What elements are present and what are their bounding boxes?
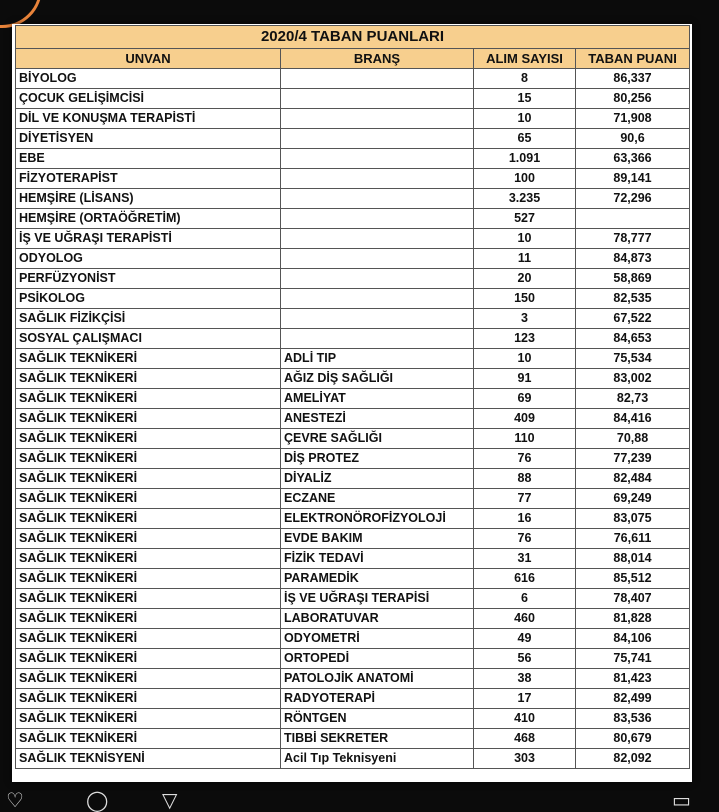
cell-alim-sayisi: 150 — [474, 289, 576, 309]
cell-taban-puani: 89,141 — [576, 169, 690, 189]
cell-alim-sayisi: 3 — [474, 309, 576, 329]
cell-alim-sayisi: 77 — [474, 489, 576, 509]
cell-unvan: DİYETİSYEN — [16, 129, 281, 149]
table-row — [16, 109, 690, 129]
table-row — [16, 729, 690, 749]
cell-taban-puani: 76,611 — [576, 529, 690, 549]
cell-alim-sayisi: 11 — [474, 249, 576, 269]
cell-brans: ORTOPEDİ — [281, 649, 474, 669]
cell-taban-puani: 75,534 — [576, 349, 690, 369]
cell-alim-sayisi: 110 — [474, 429, 576, 449]
cell-unvan: SAĞLIK TEKNİKERİ — [16, 709, 281, 729]
cell-brans: Acil Tıp Teknisyeni — [281, 749, 474, 769]
cell-unvan: SAĞLIK TEKNİKERİ — [16, 629, 281, 649]
header-taban-puani: TABAN PUANI — [576, 49, 690, 69]
comment-icon[interactable]: ◯ — [86, 788, 109, 812]
cell-taban-puani: 90,6 — [576, 129, 690, 149]
header-brans: BRANŞ — [281, 49, 474, 69]
cell-brans — [281, 289, 474, 309]
table-body — [16, 69, 690, 769]
cell-taban-puani: 84,416 — [576, 409, 690, 429]
table-row — [16, 69, 690, 89]
cell-unvan: SAĞLIK TEKNİKERİ — [16, 469, 281, 489]
cell-unvan: DİL VE KONUŞMA TERAPİSTİ — [16, 109, 281, 129]
table-row — [16, 669, 690, 689]
cell-alim-sayisi: 56 — [474, 649, 576, 669]
table-row — [16, 609, 690, 629]
cell-unvan: SAĞLIK TEKNİKERİ — [16, 549, 281, 569]
cell-unvan: SAĞLIK TEKNİKERİ — [16, 369, 281, 389]
header-unvan: UNVAN — [16, 49, 281, 69]
table-row — [16, 229, 690, 249]
header-alim-sayisi: ALIM SAYISI — [474, 49, 576, 69]
cell-unvan: SAĞLIK TEKNİKERİ — [16, 489, 281, 509]
table-row — [16, 569, 690, 589]
cell-brans — [281, 269, 474, 289]
cell-unvan: SAĞLIK TEKNİKERİ — [16, 509, 281, 529]
cell-taban-puani: 81,828 — [576, 609, 690, 629]
cell-alim-sayisi: 10 — [474, 349, 576, 369]
table-row — [16, 489, 690, 509]
cell-taban-puani: 67,522 — [576, 309, 690, 329]
cell-unvan: PERFÜZYONİST — [16, 269, 281, 289]
cell-brans: DİŞ PROTEZ — [281, 449, 474, 469]
cell-taban-puani: 88,014 — [576, 549, 690, 569]
cell-unvan: SAĞLIK TEKNİKERİ — [16, 669, 281, 689]
cell-brans — [281, 149, 474, 169]
cell-brans: TIBBİ SEKRETER — [281, 729, 474, 749]
cell-brans — [281, 109, 474, 129]
cell-alim-sayisi: 38 — [474, 669, 576, 689]
cell-unvan: SAĞLIK TEKNİKERİ — [16, 429, 281, 449]
cell-taban-puani: 82,73 — [576, 389, 690, 409]
cell-alim-sayisi: 123 — [474, 329, 576, 349]
cell-taban-puani: 63,366 — [576, 149, 690, 169]
table-row — [16, 289, 690, 309]
table-row — [16, 209, 690, 229]
cell-unvan: HEMŞİRE (ORTAÖĞRETİM) — [16, 209, 281, 229]
cell-alim-sayisi: 88 — [474, 469, 576, 489]
cell-alim-sayisi: 6 — [474, 589, 576, 609]
table-title-row — [16, 26, 690, 49]
cell-unvan: SAĞLIK TEKNİKERİ — [16, 689, 281, 709]
cell-alim-sayisi: 49 — [474, 629, 576, 649]
table-row — [16, 369, 690, 389]
table-row — [16, 189, 690, 209]
cell-brans — [281, 129, 474, 149]
cell-alim-sayisi: 303 — [474, 749, 576, 769]
cell-brans: ADLİ TIP — [281, 349, 474, 369]
cell-alim-sayisi: 409 — [474, 409, 576, 429]
cell-taban-puani: 84,653 — [576, 329, 690, 349]
cell-alim-sayisi: 15 — [474, 89, 576, 109]
cell-alim-sayisi: 16 — [474, 509, 576, 529]
cell-brans: ODYOMETRİ — [281, 629, 474, 649]
cell-taban-puani: 82,092 — [576, 749, 690, 769]
table-row — [16, 689, 690, 709]
cell-brans — [281, 169, 474, 189]
cell-unvan: SOSYAL ÇALIŞMACI — [16, 329, 281, 349]
cell-brans — [281, 209, 474, 229]
cell-taban-puani: 83,536 — [576, 709, 690, 729]
cell-taban-puani: 80,256 — [576, 89, 690, 109]
cell-alim-sayisi: 17 — [474, 689, 576, 709]
cell-alim-sayisi: 76 — [474, 529, 576, 549]
cell-brans: EVDE BAKIM — [281, 529, 474, 549]
cell-alim-sayisi: 91 — [474, 369, 576, 389]
cell-taban-puani: 77,239 — [576, 449, 690, 469]
cell-brans: FİZİK TEDAVİ — [281, 549, 474, 569]
cell-alim-sayisi: 8 — [474, 69, 576, 89]
cell-brans: DİYALİZ — [281, 469, 474, 489]
action-bar — [0, 790, 719, 811]
table-row — [16, 549, 690, 569]
cell-unvan: İŞ VE UĞRAŞI TERAPİSTİ — [16, 229, 281, 249]
cell-unvan: SAĞLIK TEKNİKERİ — [16, 729, 281, 749]
table-row — [16, 149, 690, 169]
cell-unvan: ODYOLOG — [16, 249, 281, 269]
share-icon[interactable]: ▽ — [162, 788, 178, 812]
cell-brans: ÇEVRE SAĞLIĞI — [281, 429, 474, 449]
cell-brans: RÖNTGEN — [281, 709, 474, 729]
cell-taban-puani: 70,88 — [576, 429, 690, 449]
table-row — [16, 89, 690, 109]
cell-unvan: SAĞLIK TEKNİSYENİ — [16, 749, 281, 769]
table-row — [16, 649, 690, 669]
cell-unvan: SAĞLIK FİZİKÇİSİ — [16, 309, 281, 329]
cell-brans — [281, 229, 474, 249]
score-table — [15, 25, 690, 769]
cell-taban-puani: 80,679 — [576, 729, 690, 749]
cell-unvan: SAĞLIK TEKNİKERİ — [16, 349, 281, 369]
cell-unvan: PSİKOLOG — [16, 289, 281, 309]
table-row — [16, 449, 690, 469]
table-row — [16, 269, 690, 289]
table-row — [16, 529, 690, 549]
cell-unvan: ÇOCUK GELİŞİMCİSİ — [16, 89, 281, 109]
cell-taban-puani: 58,869 — [576, 269, 690, 289]
cell-brans — [281, 249, 474, 269]
cell-brans: ANESTEZİ — [281, 409, 474, 429]
cell-brans: PARAMEDİK — [281, 569, 474, 589]
cell-alim-sayisi: 100 — [474, 169, 576, 189]
cell-alim-sayisi: 468 — [474, 729, 576, 749]
cell-unvan: SAĞLIK TEKNİKERİ — [16, 389, 281, 409]
cell-taban-puani: 85,512 — [576, 569, 690, 589]
cell-brans — [281, 329, 474, 349]
table-row — [16, 329, 690, 349]
table-row — [16, 409, 690, 429]
cell-brans: AMELİYAT — [281, 389, 474, 409]
cell-brans — [281, 309, 474, 329]
cell-taban-puani: 84,106 — [576, 629, 690, 649]
cell-taban-puani: 75,741 — [576, 649, 690, 669]
cell-taban-puani: 71,908 — [576, 109, 690, 129]
cell-taban-puani: 78,407 — [576, 589, 690, 609]
table-row — [16, 509, 690, 529]
cell-unvan: HEMŞİRE (LİSANS) — [16, 189, 281, 209]
cell-taban-puani: 78,777 — [576, 229, 690, 249]
cell-unvan: SAĞLIK TEKNİKERİ — [16, 449, 281, 469]
cell-brans: AĞIZ DİŞ SAĞLIĞI — [281, 369, 474, 389]
cell-alim-sayisi: 76 — [474, 449, 576, 469]
cell-taban-puani — [576, 209, 690, 229]
cell-alim-sayisi: 410 — [474, 709, 576, 729]
cell-brans: ELEKTRONÖROFİZYOLOJİ — [281, 509, 474, 529]
heart-icon[interactable]: ♡ — [6, 788, 24, 812]
cell-unvan: SAĞLIK TEKNİKERİ — [16, 529, 281, 549]
table-header-row — [16, 49, 690, 69]
cell-brans: RADYOTERAPİ — [281, 689, 474, 709]
cell-brans — [281, 189, 474, 209]
table-row — [16, 589, 690, 609]
cell-brans: ECZANE — [281, 489, 474, 509]
cell-unvan: BİYOLOG — [16, 69, 281, 89]
table-row — [16, 709, 690, 729]
cell-taban-puani: 69,249 — [576, 489, 690, 509]
cell-taban-puani: 84,873 — [576, 249, 690, 269]
table-row — [16, 249, 690, 269]
cell-alim-sayisi: 460 — [474, 609, 576, 629]
cell-taban-puani: 82,535 — [576, 289, 690, 309]
cell-taban-puani: 81,423 — [576, 669, 690, 689]
cell-alim-sayisi: 3.235 — [474, 189, 576, 209]
table-row — [16, 169, 690, 189]
cell-unvan: SAĞLIK TEKNİKERİ — [16, 409, 281, 429]
cell-taban-puani: 86,337 — [576, 69, 690, 89]
cell-alim-sayisi: 1.091 — [474, 149, 576, 169]
cell-brans — [281, 89, 474, 109]
cell-taban-puani: 82,499 — [576, 689, 690, 709]
cell-alim-sayisi: 31 — [474, 549, 576, 569]
cell-taban-puani: 82,484 — [576, 469, 690, 489]
cell-taban-puani: 72,296 — [576, 189, 690, 209]
cell-unvan: EBE — [16, 149, 281, 169]
table-row — [16, 429, 690, 449]
cell-brans: İŞ VE UĞRAŞI TERAPİSİ — [281, 589, 474, 609]
table-row — [16, 749, 690, 769]
table-row — [16, 389, 690, 409]
table-row — [16, 309, 690, 329]
cell-brans: PATOLOJİK ANATOMİ — [281, 669, 474, 689]
cell-taban-puani: 83,002 — [576, 369, 690, 389]
cell-alim-sayisi: 20 — [474, 269, 576, 289]
cell-unvan: SAĞLIK TEKNİKERİ — [16, 609, 281, 629]
cell-alim-sayisi: 527 — [474, 209, 576, 229]
cell-unvan: SAĞLIK TEKNİKERİ — [16, 649, 281, 669]
cell-taban-puani: 83,075 — [576, 509, 690, 529]
cell-alim-sayisi: 616 — [474, 569, 576, 589]
cell-brans: LABORATUVAR — [281, 609, 474, 629]
cell-alim-sayisi: 65 — [474, 129, 576, 149]
table-title: 2020/4 TABAN PUANLARI — [16, 26, 690, 49]
table-row — [16, 129, 690, 149]
cell-alim-sayisi: 10 — [474, 229, 576, 249]
cell-alim-sayisi: 69 — [474, 389, 576, 409]
table-row — [16, 629, 690, 649]
cell-unvan: FİZYOTERAPİST — [16, 169, 281, 189]
cell-unvan: SAĞLIK TEKNİKERİ — [16, 569, 281, 589]
cell-unvan: SAĞLIK TEKNİKERİ — [16, 589, 281, 609]
score-sheet — [12, 24, 692, 782]
table-row — [16, 349, 690, 369]
cell-alim-sayisi: 10 — [474, 109, 576, 129]
cell-brans — [281, 69, 474, 89]
table-row — [16, 469, 690, 489]
bookmark-icon[interactable]: ▭ — [672, 788, 691, 812]
